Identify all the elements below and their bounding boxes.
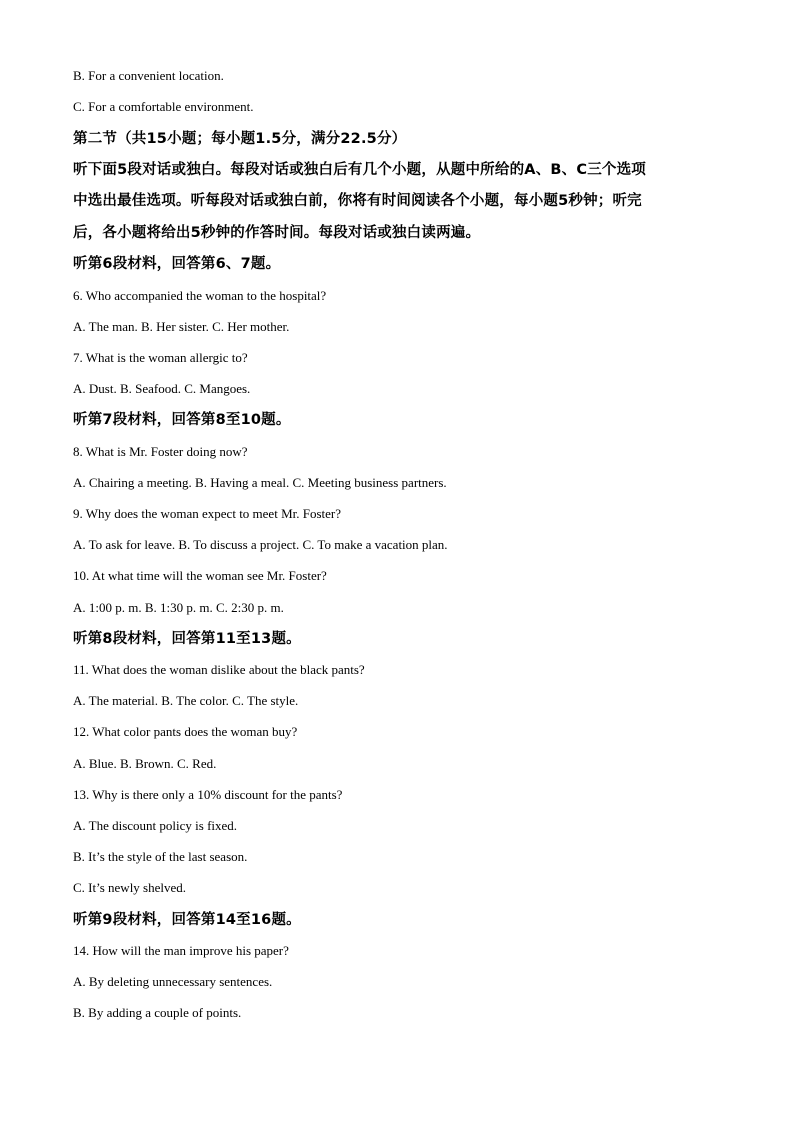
question-14-option-a: A. By deleting unnecessary sentences. (73, 974, 273, 989)
question-11-options: A. The material. B. The color. C. The style. (73, 693, 299, 708)
question-7-options: A. Dust. B. Seafood. C. Mangoes. (73, 381, 251, 396)
instructions-line-2: 中选出最佳选项。听每段对话或独白前，你将有时间阅读各个小题，每小题5秒钟；听完 (73, 193, 642, 209)
instructions-line-3: 后，各小题将给出5秒钟的作答时间。每段对话或独白读两遍。 (73, 225, 481, 241)
instructions-line-1: 听下面5段对话或独白。每段对话或独白后有几个小题，从题中所给的A、B、C三个选项 (73, 162, 647, 178)
section-two-title: 第二节（共15小题；每小题1.5分，满分22.5分） (73, 131, 407, 147)
question-13-option-c: C. It’s newly shelved. (73, 880, 187, 895)
option-5b: B. For a convenient location. (73, 68, 224, 83)
question-8-options: A. Chairing a meeting. B. Having a meal. C. Meeting business partners. (73, 475, 447, 490)
question-12-options: A. Blue. B. Brown. C. Red. (73, 756, 217, 771)
material-7-heading: 听第7段材料，回答第8至10题。 (73, 412, 291, 428)
question-6: 6. Who accompanied the woman to the hospital? (73, 288, 327, 303)
option-5c: C. For a comfortable environment. (73, 99, 254, 114)
question-9: 9. Why does the woman expect to meet Mr. Foster? (73, 506, 342, 521)
question-11: 11. What does the woman dislike about the black pants? (73, 662, 365, 677)
question-13-option-b: B. It’s the style of the last season. (73, 849, 248, 864)
question-7: 7. What is the woman allergic to? (73, 350, 248, 365)
question-12: 12. What color pants does the woman buy? (73, 724, 298, 739)
material-9-heading: 听第9段材料，回答第14至16题。 (73, 912, 301, 928)
question-9-options: A. To ask for leave. B. To discuss a project. C. To make a vacation plan. (73, 537, 448, 552)
question-10-options: A. 1:00 p. m. B. 1:30 p. m. C. 2:30 p. m. (73, 600, 284, 615)
question-8: 8. What is Mr. Foster doing now? (73, 444, 248, 459)
question-10: 10. At what time will the woman see Mr. Foster? (73, 568, 327, 583)
question-13-option-a: A. The discount policy is fixed. (73, 818, 238, 833)
material-6-heading: 听第6段材料，回答第6、7题。 (73, 256, 281, 272)
material-8-heading: 听第8段材料，回答第11至13题。 (73, 631, 301, 647)
question-13: 13. Why is there only a 10% discount for the pants? (73, 787, 343, 802)
question-14: 14. How will the man improve his paper? (73, 943, 289, 958)
question-6-options: A. The man. B. Her sister. C. Her mother. (73, 319, 290, 334)
question-14-option-b: B. By adding a couple of points. (73, 1005, 242, 1020)
